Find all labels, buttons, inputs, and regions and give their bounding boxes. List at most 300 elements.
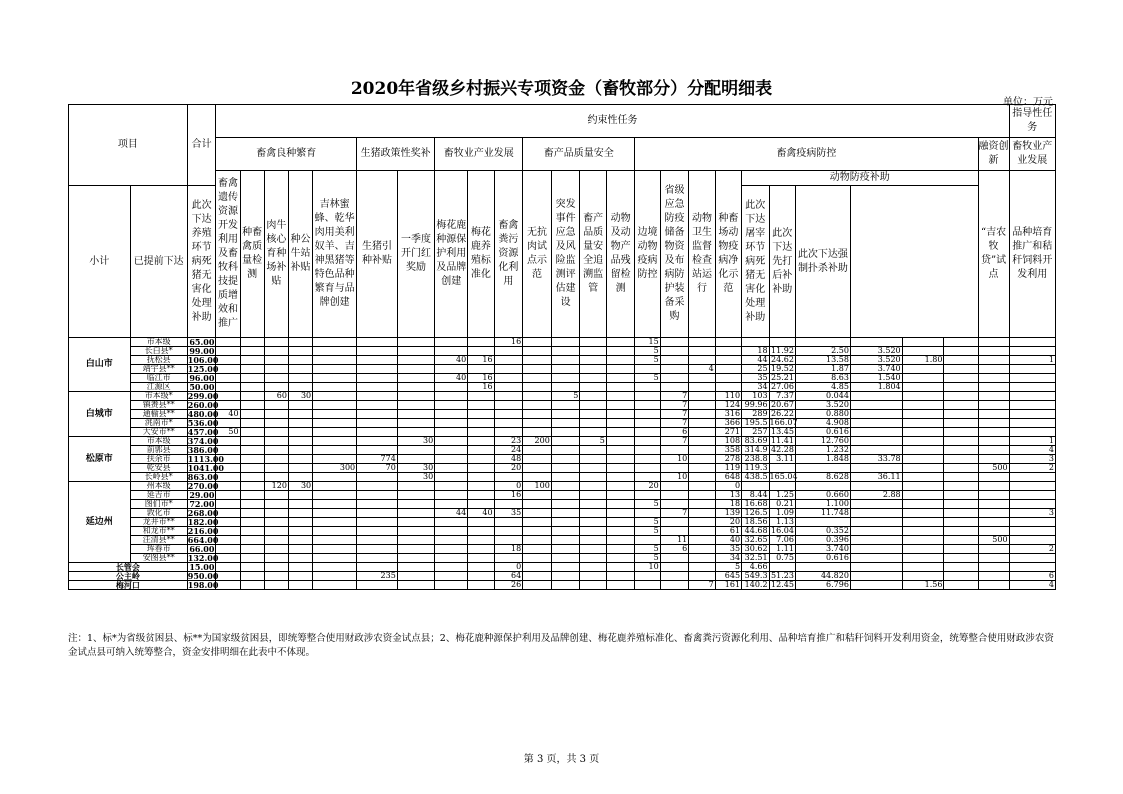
cell <box>944 392 978 401</box>
row-total: 1113.00 <box>187 454 224 464</box>
cell <box>606 410 635 419</box>
cell <box>580 410 606 419</box>
row-name: 市本级 <box>130 437 187 446</box>
cell <box>468 473 494 482</box>
cell <box>357 500 398 509</box>
cell: 4 <box>689 365 715 374</box>
cell <box>264 401 288 410</box>
cell: 3.520 <box>795 401 850 410</box>
cell <box>288 572 312 581</box>
cell <box>715 347 741 356</box>
cell: 30.62 <box>742 545 770 554</box>
cell <box>313 446 357 455</box>
cell <box>689 419 715 428</box>
cell <box>397 509 434 518</box>
cell <box>264 572 288 581</box>
cell <box>551 374 580 383</box>
col-header: 突发事件应急及风险监测评估建设 <box>551 171 580 338</box>
cell <box>468 401 494 410</box>
cell <box>902 500 944 509</box>
cell <box>944 401 978 410</box>
cell <box>397 554 434 563</box>
cell <box>850 554 902 563</box>
cell <box>606 509 635 518</box>
cell <box>551 518 580 527</box>
cell: 40 <box>435 374 468 383</box>
cell <box>357 392 398 401</box>
cell <box>551 581 580 590</box>
cell <box>551 473 580 482</box>
cell <box>635 437 660 446</box>
cell <box>660 518 689 527</box>
cell <box>313 473 357 482</box>
row-name: 靖宇县** <box>130 365 187 374</box>
cell <box>978 401 1009 410</box>
cell <box>660 356 689 365</box>
cell <box>902 563 944 572</box>
table-row <box>69 554 1056 563</box>
cell <box>523 365 552 374</box>
cell: 140.2 <box>742 581 770 590</box>
cell <box>902 482 944 491</box>
cell <box>435 545 468 554</box>
cell <box>944 374 978 383</box>
cell <box>523 392 552 401</box>
cell <box>580 581 606 590</box>
cell <box>689 482 715 491</box>
cell <box>435 392 468 401</box>
cell <box>944 455 978 464</box>
cell <box>715 338 741 347</box>
cell <box>689 347 715 356</box>
cell <box>313 482 357 491</box>
cell: 774 <box>357 455 398 464</box>
cell: 7 <box>660 509 689 518</box>
row-name: 公主岭 <box>69 572 188 581</box>
cell: 24.62 <box>771 355 794 364</box>
cell <box>357 554 398 563</box>
cell <box>606 581 635 590</box>
col-header: 种畜禽质量检测 <box>240 171 264 338</box>
cell <box>397 482 434 491</box>
cell <box>635 410 660 419</box>
row-name: 大安市** <box>130 428 187 437</box>
cell <box>902 392 944 401</box>
cell: 70 <box>357 464 398 473</box>
cell <box>944 347 978 356</box>
cell <box>606 374 635 383</box>
row-total: 457.00 <box>187 427 219 437</box>
cell <box>523 563 552 572</box>
restrictive-header: 约束性任务 <box>216 105 1009 138</box>
col-header: 动物及动物产品残留检测 <box>606 171 635 338</box>
cell <box>944 500 978 509</box>
cell <box>313 347 357 356</box>
cell <box>288 446 312 455</box>
cell <box>435 554 468 563</box>
cell <box>635 392 660 401</box>
cell <box>551 464 580 473</box>
cell <box>216 509 240 518</box>
cell <box>580 527 606 536</box>
cell: 7 <box>660 392 689 401</box>
cell <box>397 500 434 509</box>
cell: 16 <box>468 383 494 392</box>
cell: 0.75 <box>769 554 795 563</box>
cell: 24 <box>494 446 523 455</box>
cell: 1 <box>1009 437 1055 446</box>
cell <box>264 491 288 500</box>
cell <box>435 518 468 527</box>
cell <box>978 428 1009 437</box>
cell <box>264 374 288 383</box>
row-total: 66.00 <box>187 545 216 554</box>
cell <box>357 509 398 518</box>
col-header: 此次下达强制扑杀补助 <box>795 186 850 338</box>
cell <box>978 365 1009 374</box>
cell <box>944 572 978 581</box>
cell <box>978 518 1009 527</box>
cell: 44 <box>742 356 770 365</box>
row-name: 长岭县* <box>130 473 187 482</box>
cell: 0.616 <box>795 428 850 437</box>
col-header: 一季度开门红奖励 <box>397 171 434 338</box>
row-name: 龙井市** <box>130 518 187 527</box>
cell <box>435 338 468 347</box>
cell <box>240 392 264 401</box>
cell <box>635 455 660 464</box>
cell <box>580 338 606 347</box>
cell <box>397 563 434 572</box>
cell <box>606 383 635 392</box>
cell <box>264 446 288 455</box>
cell <box>660 572 689 581</box>
cell <box>468 437 494 446</box>
cell <box>944 491 978 500</box>
cell <box>494 527 523 536</box>
cell <box>313 365 357 374</box>
cell <box>468 545 494 554</box>
cell <box>660 554 689 563</box>
cell <box>606 473 635 482</box>
group-epidemic: 畜禽疫病防控 <box>635 138 978 171</box>
cell <box>468 446 494 455</box>
cell: 161 <box>715 581 741 590</box>
cell <box>468 482 494 491</box>
cell <box>397 365 434 374</box>
cell: 0.396 <box>795 536 850 545</box>
cell <box>580 572 606 581</box>
cell <box>264 365 288 374</box>
cell <box>216 536 240 545</box>
cell <box>313 527 357 536</box>
col-header: 小计 <box>69 186 131 338</box>
cell <box>264 509 288 518</box>
cell: 16.04 <box>771 526 794 535</box>
cell <box>240 446 264 455</box>
cell <box>606 563 635 572</box>
cell <box>288 509 312 518</box>
cell: 108 <box>715 437 741 446</box>
cell <box>1009 473 1055 482</box>
cell: 5 <box>715 563 741 572</box>
cell <box>606 482 635 491</box>
cell <box>902 527 944 536</box>
cell <box>264 419 288 428</box>
cell: 18.56 <box>742 518 770 527</box>
row-total: 99.00 <box>187 347 216 356</box>
row-name: 安图县** <box>130 554 187 563</box>
cell <box>240 563 264 572</box>
cell <box>944 536 978 545</box>
cell: 2.50 <box>795 347 850 356</box>
cell <box>264 455 288 464</box>
cell <box>944 545 978 554</box>
cell <box>580 392 606 401</box>
cell <box>523 527 552 536</box>
cell: 6 <box>1009 572 1055 581</box>
col-header: 种畜场动物疫病净化示范 <box>715 171 741 338</box>
cell <box>660 491 689 500</box>
cell <box>551 554 580 563</box>
cell <box>435 527 468 536</box>
cell <box>944 428 978 437</box>
cell <box>551 536 580 545</box>
cell <box>850 545 902 554</box>
row-total: 863.00 <box>187 472 219 482</box>
cell: 60 <box>264 392 288 401</box>
cell <box>978 482 1009 491</box>
cell: 3.740 <box>795 545 850 554</box>
cell <box>216 581 240 590</box>
cell <box>551 347 580 356</box>
cell <box>978 374 1009 383</box>
cell <box>606 455 635 464</box>
cell <box>264 527 288 536</box>
cell <box>313 356 357 365</box>
cell: 3.11 <box>769 455 795 464</box>
cell <box>357 419 398 428</box>
cell: 0.352 <box>795 527 850 536</box>
cell <box>944 365 978 374</box>
cell <box>689 464 715 473</box>
cell <box>660 338 689 347</box>
cell <box>689 374 715 383</box>
cell <box>606 545 635 554</box>
cell: 1.87 <box>795 365 850 374</box>
row-total: 65.00 <box>187 338 216 347</box>
cell <box>494 374 523 383</box>
cell: 32.65 <box>742 536 770 545</box>
cell <box>850 428 902 437</box>
cell: 1.804 <box>850 383 902 392</box>
page-title: 2020年省级乡村振兴专项资金（畜牧部分）分配明细表 <box>350 79 773 99</box>
cell <box>357 491 398 500</box>
cell <box>902 401 944 410</box>
cell <box>357 365 398 374</box>
cell: 278 <box>715 455 741 464</box>
cell <box>850 392 902 401</box>
cell <box>689 410 715 419</box>
cell <box>580 347 606 356</box>
row-total: 96.00 <box>187 374 216 383</box>
cell: 16 <box>494 338 523 347</box>
cell <box>850 581 902 590</box>
cell <box>978 500 1009 509</box>
cell <box>313 581 357 590</box>
cell: 5 <box>635 374 660 383</box>
cell: 195.5 <box>742 419 770 428</box>
cell <box>240 410 264 419</box>
cell: 40 <box>715 536 741 545</box>
cell <box>523 419 552 428</box>
cell: 5 <box>635 356 660 365</box>
cell <box>580 473 606 482</box>
cell: 2 <box>1009 545 1055 554</box>
col-header: 已提前下达 <box>130 186 187 338</box>
cell: 16 <box>468 374 494 383</box>
cell <box>240 545 264 554</box>
cell <box>240 419 264 428</box>
cell <box>357 383 398 392</box>
cell <box>240 572 264 581</box>
cell: 1.56 <box>902 581 944 590</box>
row-total: 1041.00 <box>187 463 224 473</box>
cell <box>902 518 944 527</box>
cell: 314.9 <box>742 446 770 455</box>
cell <box>313 491 357 500</box>
cell <box>606 500 635 509</box>
row-total: 374.00 <box>187 436 219 446</box>
cell <box>689 500 715 509</box>
row-name: 敦化市 <box>130 509 187 518</box>
cell <box>216 383 240 392</box>
cell <box>216 473 240 482</box>
cell <box>944 383 978 392</box>
cell: 126.5 <box>742 509 770 518</box>
cell <box>216 518 240 527</box>
cell <box>635 572 660 581</box>
cell <box>902 365 944 374</box>
cell <box>523 455 552 464</box>
cell <box>551 356 580 365</box>
cell: 100 <box>523 482 552 491</box>
cell <box>689 563 715 572</box>
cell <box>397 518 434 527</box>
cell <box>216 563 240 572</box>
page-footer: 第 3 页，共 3 页 <box>523 754 600 765</box>
cell <box>523 446 552 455</box>
cell <box>606 536 635 545</box>
cell: 10 <box>660 455 689 464</box>
cell <box>397 581 434 590</box>
cell <box>944 473 978 482</box>
cell <box>850 518 902 527</box>
cell: 645 <box>715 572 741 581</box>
cell <box>580 374 606 383</box>
cell: 3 <box>1009 509 1055 518</box>
cell <box>468 455 494 464</box>
cell <box>357 401 398 410</box>
row-name: 前郭县 <box>130 446 187 455</box>
cell <box>313 392 357 401</box>
cell <box>635 581 660 590</box>
cell <box>357 356 398 365</box>
cell <box>288 500 312 509</box>
cell <box>264 545 288 554</box>
cell <box>978 509 1009 518</box>
row-name: 乾安县 <box>130 464 187 473</box>
cell <box>850 572 902 581</box>
cell: 16 <box>494 491 523 500</box>
cell <box>580 500 606 509</box>
cell <box>264 356 288 365</box>
cell <box>288 401 312 410</box>
cell <box>288 581 312 590</box>
cell <box>689 509 715 518</box>
cell <box>523 347 552 356</box>
cell <box>494 419 523 428</box>
cell <box>944 410 978 419</box>
cell: 15 <box>635 338 660 347</box>
cell <box>551 482 580 491</box>
row-total: 950.00 <box>187 571 219 581</box>
cell <box>523 401 552 410</box>
cell <box>551 509 580 518</box>
unit-label: 单位：万元 <box>1003 97 1053 108</box>
cell: 25.21 <box>771 373 794 382</box>
cell <box>468 536 494 545</box>
cell <box>288 545 312 554</box>
row-name: 镇赉县** <box>130 401 187 410</box>
cell <box>288 419 312 428</box>
cell <box>216 527 240 536</box>
cell <box>264 338 288 347</box>
cell <box>978 338 1009 347</box>
col-header: 畜产品质量安全追溯监管 <box>580 171 606 338</box>
cell <box>264 428 288 437</box>
cell: 48 <box>494 455 523 464</box>
cell <box>397 545 434 554</box>
cell <box>216 392 240 401</box>
cell: 4.66 <box>742 563 770 572</box>
cell <box>978 437 1009 446</box>
cell <box>357 338 398 347</box>
cell: 366 <box>715 419 741 428</box>
cell <box>397 383 434 392</box>
row-name: 洮南市* <box>130 419 187 428</box>
allocation-table <box>68 104 1056 590</box>
cell: 40 <box>468 509 494 518</box>
cell: 99.96 <box>742 401 770 410</box>
cell: 25 <box>742 365 770 374</box>
cell <box>397 338 434 347</box>
row-total: 50.00 <box>187 383 216 392</box>
cell <box>523 410 552 419</box>
cell <box>902 428 944 437</box>
row-name: 扶余市 <box>130 455 187 464</box>
cell <box>435 536 468 545</box>
cell <box>580 536 606 545</box>
cell <box>435 410 468 419</box>
cell <box>357 473 398 482</box>
cell <box>635 401 660 410</box>
cell: 30 <box>288 482 312 491</box>
cell <box>264 347 288 356</box>
cell <box>357 374 398 383</box>
cell: 6 <box>660 545 689 554</box>
cell: 1.540 <box>850 374 902 383</box>
